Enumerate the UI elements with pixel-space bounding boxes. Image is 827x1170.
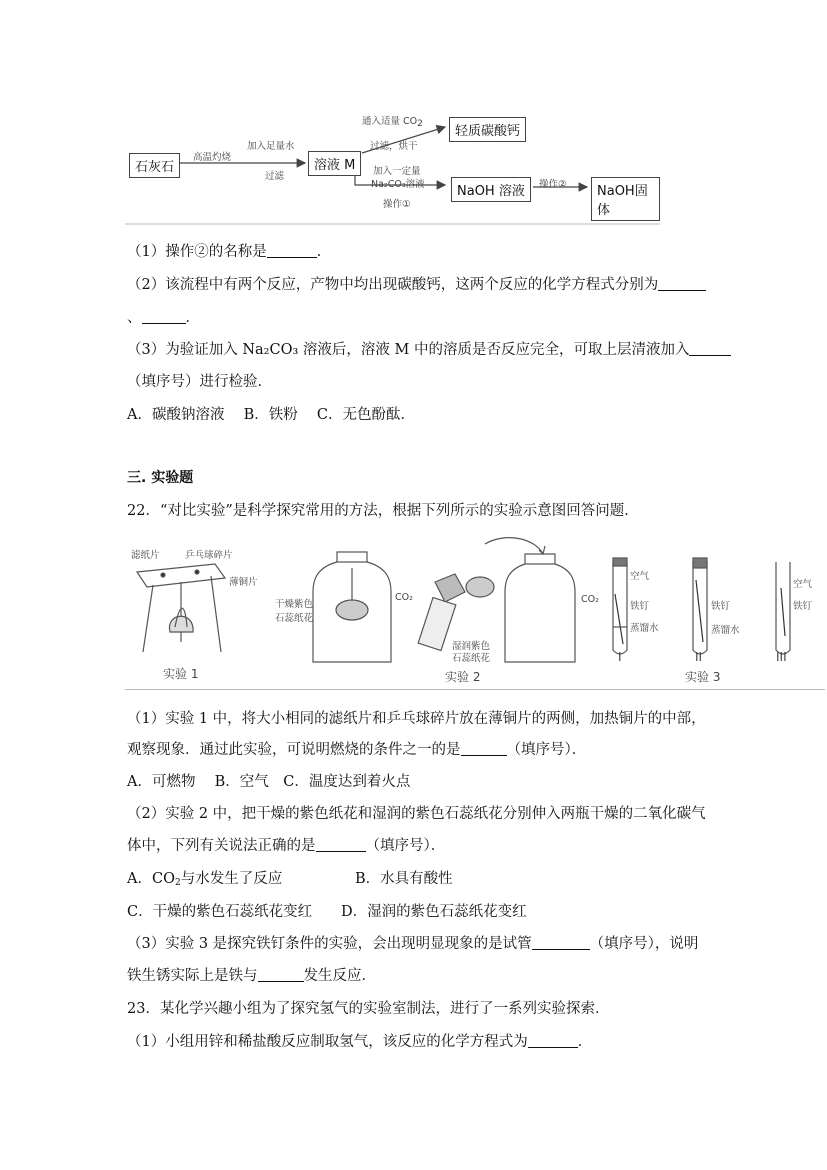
q23-s1-end: ． xyxy=(577,1034,593,1050)
q21-part2b-start: 、 xyxy=(127,310,142,326)
exp2-jar-wet xyxy=(505,554,575,662)
q22-s3-blank2[interactable] xyxy=(258,967,304,982)
q22-s2-optA xyxy=(127,871,282,887)
q22-s1b xyxy=(127,738,586,759)
q22-stem: 22．“对比实验”是科学探究常用的方法，根据下列所示的实验示意图回答问题． xyxy=(127,503,639,519)
nail-label-3: 铁钉 xyxy=(793,601,813,612)
q22-s2b-text: 体中，下列有关说法正确的是 xyxy=(127,838,316,854)
q21-part3-blank[interactable] xyxy=(689,341,731,356)
q21-part3b: （填序号）进行检验． xyxy=(127,374,272,390)
q21-part1 xyxy=(127,240,331,261)
q22-s3b-text: 铁生锈实际上是铁与 xyxy=(127,968,258,984)
naoh-solid-box: NaOH固体 xyxy=(591,177,660,221)
q22-s1b-text: 观察现象．通过此实验，可说明燃烧的条件之一的是 xyxy=(127,742,461,758)
exp2-jar-dry xyxy=(313,552,391,662)
co2-label-a: CO₂ xyxy=(395,592,413,603)
naoh-solution-box: NaOH 溶液 xyxy=(451,177,531,202)
exp3-caption: 实验 3 xyxy=(685,670,721,684)
q22-s2-optB: B．水具有酸性 xyxy=(355,871,453,887)
calcine-label: 高温灼烧 xyxy=(193,152,232,163)
wet-litmus-label-2: 石蕊纸花 xyxy=(452,653,491,664)
water-label-1: 蒸馏水 xyxy=(630,623,659,634)
add-water-label: 加入足量水 xyxy=(247,141,295,152)
q21-options: A．碳酸钠溶液 B．铁粉 C．无色酚酞． xyxy=(127,407,415,423)
q22-s3b xyxy=(127,964,376,985)
exp2-caption: 实验 2 xyxy=(445,670,481,684)
q22-s3-blank1[interactable] xyxy=(532,935,590,950)
filter-dry-label: 过滤，烘干 xyxy=(370,141,418,152)
q22-s2-optD: D．湿润的紫色石蕊纸花变红 xyxy=(341,904,527,920)
water-label-2: 蒸馏水 xyxy=(711,625,740,636)
q22-s3a-text: （3）实验 3 是探究铁钉条件的实验，会出现明显现象的是试管 xyxy=(127,936,532,952)
q22-s1-options: A．可燃物 B．空气 C．温度达到着火点 xyxy=(127,774,411,790)
exp1-caption: 实验 1 xyxy=(163,667,199,681)
tube-3-label: III xyxy=(776,650,787,664)
q22-s2-blank[interactable] xyxy=(316,837,366,852)
q22-s2-options-cd xyxy=(127,900,527,921)
wet-litmus-label-1: 湿润紫色 xyxy=(452,641,491,652)
co2-label-b: CO₂ xyxy=(581,594,599,605)
q21-part2 xyxy=(127,273,706,294)
pass-co2-text: 通入适量 CO xyxy=(362,116,418,127)
q22-s3a-end: （填序号），说明 xyxy=(589,936,699,952)
pingpong-label: 乒乓球碎片 xyxy=(185,550,233,561)
op2-label: 操作② xyxy=(539,179,567,190)
solution-m-box: 溶液 M xyxy=(308,151,361,176)
pass-co2-label xyxy=(362,113,423,129)
q21-part1-blank[interactable] xyxy=(267,243,317,258)
air-label-1: 空气 xyxy=(630,571,650,582)
dry-litmus-label-1: 干燥紫色 xyxy=(275,599,314,610)
na2co3-label: Na₂CO₃溶液 xyxy=(371,179,425,190)
q22-s1b-end: （填序号）． xyxy=(506,742,587,758)
q22-s2b xyxy=(127,834,445,855)
nail-label-2: 铁钉 xyxy=(711,601,731,612)
q21-part3 xyxy=(127,338,731,359)
q22-s2-optA-text: A．CO xyxy=(127,871,175,887)
q22-s2a: （2）实验 2 中，把干燥的紫色纸花和湿润的紫色石蕊纸花分别伸入两瓶干燥的二氧化碳气 xyxy=(127,806,706,822)
limestone-box: 石灰石 xyxy=(129,153,180,178)
air-label-3: 空气 xyxy=(793,579,813,590)
copper-label: 薄铜片 xyxy=(229,577,258,588)
q22-s3b-end: 发生反应． xyxy=(303,968,376,984)
q21-part2b xyxy=(127,306,200,327)
q23-s1 xyxy=(127,1030,592,1051)
tube-2-label: II xyxy=(695,650,703,664)
q22-s1a: （1）实验 1 中，将大小相同的滤纸片和乒乓球碎片放在薄铜片的两侧，加热铜片的中部， xyxy=(127,711,706,727)
q21-part2-blank1[interactable] xyxy=(658,276,706,291)
filter-paper-label: 滤纸片 xyxy=(131,550,160,561)
q22-s2-optA-end: 与水发生了反应 xyxy=(180,871,283,887)
tube-1-label: I xyxy=(618,650,622,664)
q21-part1-text: （1）操作②的名称是 xyxy=(127,244,267,260)
nail-label-1: 铁钉 xyxy=(630,601,650,612)
q21-part2-blank2[interactable] xyxy=(142,309,186,324)
exp1-apparatus xyxy=(137,564,225,652)
pass-co2-sub: 2 xyxy=(417,119,423,129)
experiment-figure xyxy=(125,532,825,690)
q22-s1-blank[interactable] xyxy=(461,741,507,756)
op1-label: 操作① xyxy=(383,199,411,210)
q22-s2-optA-sub: 2 xyxy=(174,878,181,888)
q21-part3-text: （3）为验证加入 Na₂CO₃ 溶液后，溶液 M 中的溶质是否反应完全，可取上层清液加入 xyxy=(127,342,690,358)
q23-s1-text: （1）小组用锌和稀盐酸反应制取氢气，该反应的化学方程式为 xyxy=(127,1034,528,1050)
q21-part2-text: （2）该流程中有两个反应，产物中均出现碳酸钙，这两个反应的化学方程式分别为 xyxy=(127,277,659,293)
dry-litmus-label-2: 石蕊纸花 xyxy=(275,613,314,624)
q22-s2-optC: C．干燥的紫色石蕊纸花变红 xyxy=(127,904,313,920)
q21-part2b-end: ． xyxy=(185,310,200,326)
q22-s2-options-ab xyxy=(127,867,453,888)
light-caco3-box: 轻质碳酸钙 xyxy=(449,117,526,142)
q22-s2b-end: （填序号）． xyxy=(365,838,446,854)
q23-stem: 23．某化学兴趣小组为了探究氢气的实验室制法，进行了一系列实验探索． xyxy=(127,1001,610,1017)
q22-s3a xyxy=(127,932,698,953)
flow-diagram xyxy=(125,105,660,225)
q23-s1-blank[interactable] xyxy=(528,1033,578,1048)
section-title: 三. 实验题 xyxy=(127,470,194,486)
add-certain-label: 加入一定量 xyxy=(373,166,421,177)
filter-label: 过滤 xyxy=(265,171,285,182)
q21-part1-end: ． xyxy=(316,244,332,260)
